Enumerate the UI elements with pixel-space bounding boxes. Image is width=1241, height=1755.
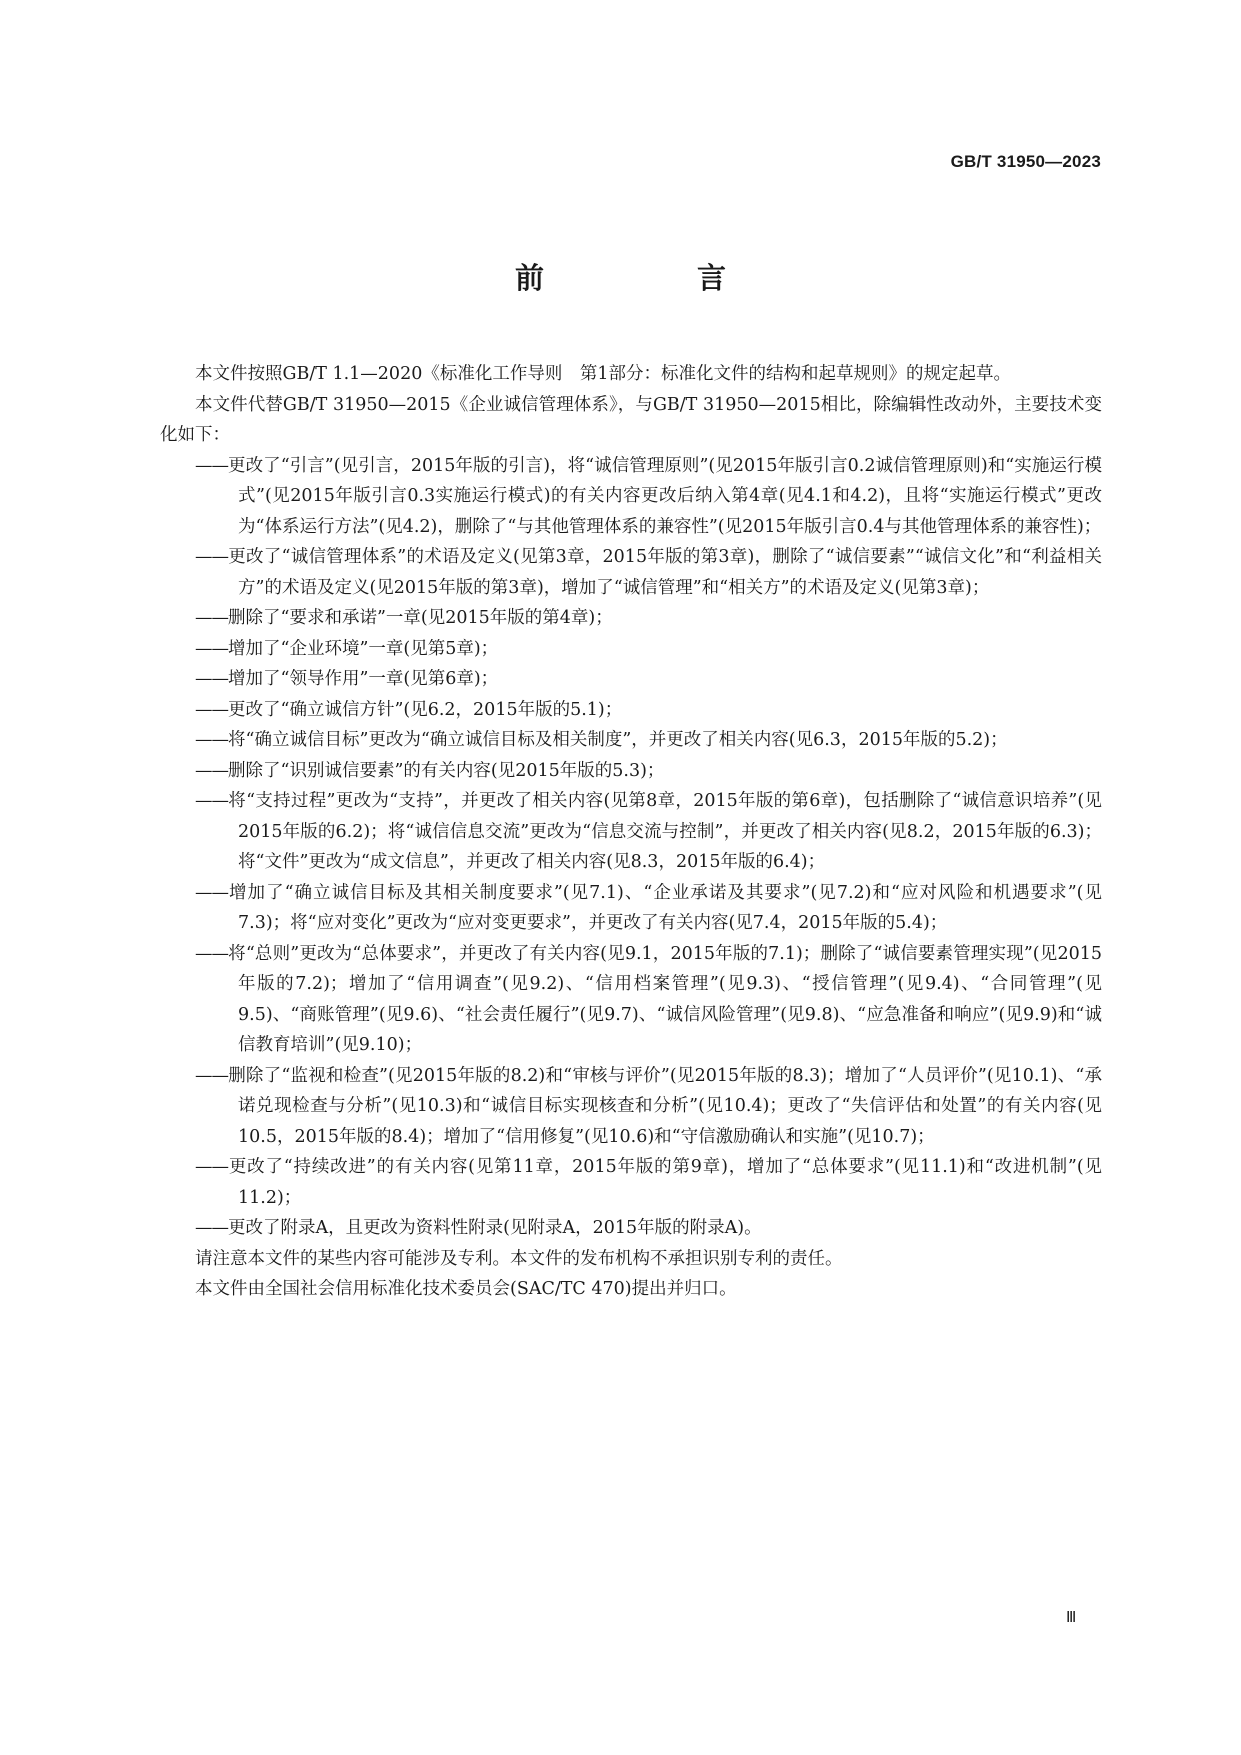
- list-dash: ——: [195, 699, 228, 720]
- change-list-item: [160, 603, 1102, 634]
- list-dash: ——: [195, 1065, 228, 1086]
- change-text: 增加了“领导作用”一章(见第6章)；: [228, 669, 499, 689]
- intro-paragraph: 本文件按照GB/T 1.1—2020《标准化工作导则 第1部分：标准化文件的结构和起草规则》的规定起草。: [195, 364, 1011, 384]
- list-dash: ——: [195, 669, 228, 689]
- change-list-item: [160, 939, 1102, 1061]
- change-text: 将“确立诚信目标”更改为“确立诚信目标及相关制度”，并更改了相关内容(见6.3，2015年版的5.2)；: [228, 730, 1008, 750]
- list-dash: ——: [195, 730, 228, 750]
- change-text: 删除了“识别诚信要素”的有关内容(见2015年版的5.3)；: [228, 760, 665, 781]
- change-text: 增加了“确立诚信目标及其相关制度要求”(见7.1)、“企业承诺及其要求”(见7.2)和“应对风险和机遇要求”(见7.3)；将“应对变化”更改为“应对变更要求”，并更改了有关内容(见7.4，2015年版的5.4)；: [228, 882, 1102, 933]
- list-dash: ——: [195, 455, 228, 476]
- page-title: 前 言: [514, 261, 788, 295]
- change-list-item: [160, 878, 1102, 939]
- change-text: 更改了附录A，且更改为资料性附录(见附录A，2015年版的附录A)。: [228, 1218, 762, 1238]
- list-dash: ——: [195, 882, 228, 903]
- change-list-item: [160, 1213, 1102, 1244]
- list-dash: ——: [195, 1218, 228, 1238]
- change-text: 将“总则”更改为“总体要求”，并更改了有关内容(见9.1，2015年版的7.1)；删除了“诚信要素管理实现”(见2015年版的7.2)；增加了“信用调查”(见9.2)、“信用档案管理”(见9.3)、“授信管理”(见9.4)、“合同管理”(见9.5)、“商账管理”(见9.6)、“社会责任履行”(见9.7)、“诚信风险管理”(见9.8)、“应急准备和响应”(见9.9)和“诚信教育培训”(见9.10)；: [228, 943, 1102, 1055]
- list-dash: ——: [195, 608, 228, 628]
- change-list-item: [160, 1152, 1102, 1213]
- list-dash: ——: [195, 791, 228, 811]
- change-text: 更改了“诚信管理体系”的术语及定义(见第3章，2015年版的第3章)，删除了“诚信要素”“诚信文化”和“利益相关方”的术语及定义(见2015年版的第3章)，增加了“诚信管理”和“相关方”的术语及定义(见第3章)；: [228, 547, 1102, 598]
- list-dash: ——: [195, 943, 228, 964]
- change-text: 删除了“监视和检查”(见2015年版的8.2)和“审核与评价”(见2015年版的8.3)；增加了“人员评价”(见10.1)、“承诺兑现检查与分析”(见10.3)和“诚信目标实现核查和分析”(见10.4)；更改了“失信评估和处置”的有关内容(见10.5，2015年版的8.4)；增加了“信用修复”(见10.6)和“守信激励确认和实施”(见10.7)；: [228, 1065, 1102, 1147]
- change-list-item: [160, 695, 1102, 726]
- committee-notice: 本文件由全国社会信用标准化技术委员会(SAC/TC 470)提出并归口。: [195, 1279, 737, 1299]
- change-text: 更改了“确立诚信方针”(见6.2，2015年版的5.1)；: [228, 699, 623, 720]
- change-list-item: [160, 786, 1102, 878]
- change-list-item: [160, 725, 1102, 756]
- intro-paragraph: 本文件代替GB/T 31950—2015《企业诚信管理体系》，与GB/T 31950—2015相比，除编辑性改动外，主要技术变化如下：: [160, 394, 1102, 445]
- change-list-item: [160, 664, 1102, 695]
- page-number: Ⅲ: [1066, 1610, 1077, 1626]
- patent-notice: 请注意本文件的某些内容可能涉及专利。本文件的发布机构不承担识别专利的责任。: [195, 1248, 843, 1269]
- change-list-item: [160, 1061, 1102, 1153]
- standard-code: GB/T 31950—2023: [950, 152, 1101, 171]
- change-list-item: [160, 634, 1102, 665]
- change-text: 更改了“引言”(见引言，2015年版的引言)，将“诚信管理原则”(见2015年版引言0.2诚信管理原则)和“实施运行模式”(见2015年版引言0.3实施运行模式)的有关内容更改后纳入第4章(见4.1和4.2)，且将“实施运行模式”更改为“体系运行方法”(见4.2)，删除了“与其他管理体系的兼容性”(见2015年版引言0.4与其他管理体系的兼容性)；: [228, 455, 1102, 537]
- change-text: 删除了“要求和承诺”一章(见2015年版的第4章)；: [228, 608, 613, 628]
- change-list-item: [160, 542, 1102, 603]
- change-text: 增加了“企业环境”一章(见第5章)；: [228, 638, 499, 659]
- list-dash: ——: [195, 547, 228, 567]
- change-text: 将“支持过程”更改为“支持”，并更改了相关内容(见第8章，2015年版的第6章)，包括删除了“诚信意识培养”(见2015年版的6.2)；将“诚信信息交流”更改为“信息交流与控制”，并更改了相关内容(见8.2，2015年版的6.3)；将“文件”更改为“成文信息”，并更改了相关内容(见8.3，2015年版的6.4)；: [228, 791, 1102, 872]
- list-dash: ——: [195, 760, 228, 781]
- list-dash: ——: [195, 1157, 228, 1177]
- document-body: [160, 359, 1102, 1305]
- change-list-item: [160, 756, 1102, 787]
- change-text: 更改了“持续改进”的有关内容(见第11章，2015年版的第9章)，增加了“总体要求”(见11.1)和“改进机制”(见11.2)；: [228, 1157, 1102, 1208]
- list-dash: ——: [195, 638, 228, 659]
- change-list-item: [160, 451, 1102, 543]
